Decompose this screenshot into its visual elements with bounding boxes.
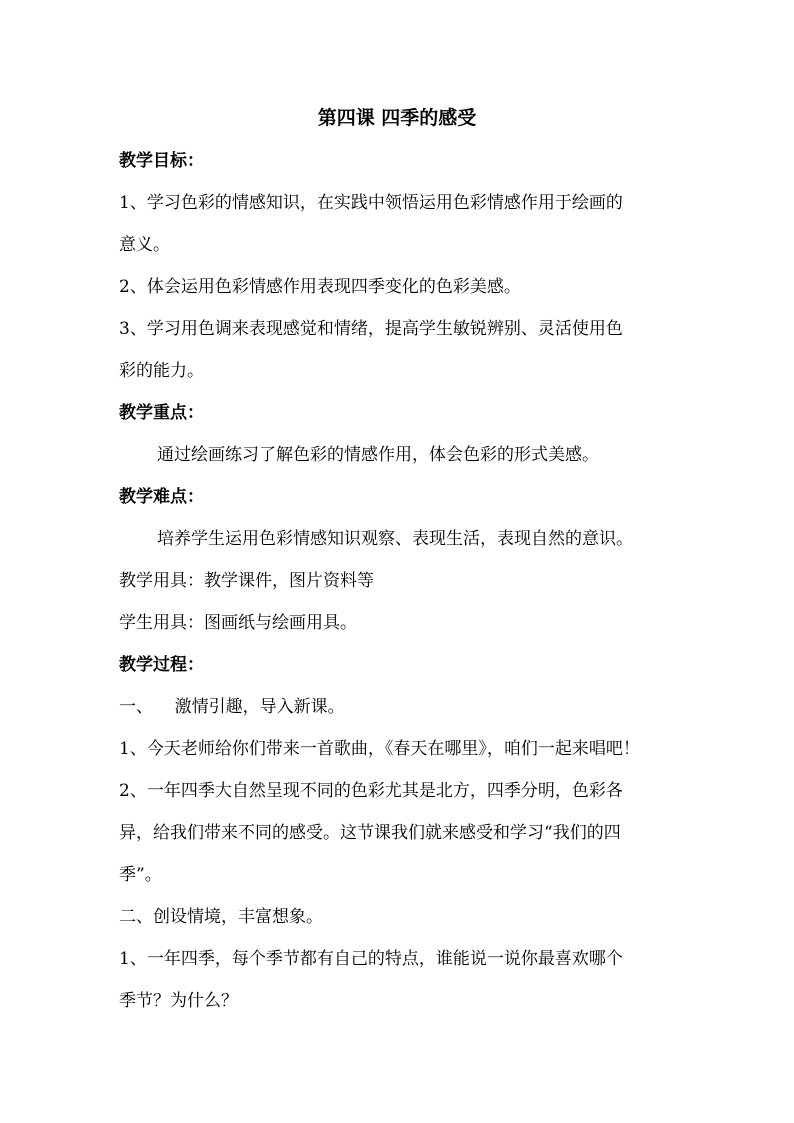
section-two-item-1-line-1: 1、一年四季，每个季节都有自己的特点，谁能说一说你最喜欢哪个 bbox=[119, 949, 623, 969]
lesson-title: 第四课 四季的感受 bbox=[317, 107, 477, 129]
heading-difficulties: 教学难点： bbox=[119, 487, 204, 507]
section-one-item-2-line-3: 季”。 bbox=[119, 865, 162, 885]
section-one-heading: 一、 激情引趣，导入新课。 bbox=[119, 697, 345, 717]
heading-key-points: 教学重点： bbox=[119, 403, 204, 423]
goal-2: 2、体会运用色彩情感作用表现四季变化的色彩美感。 bbox=[119, 277, 521, 297]
goal-3-line-2: 彩的能力。 bbox=[119, 361, 204, 381]
section-one-item-2-line-1: 2、一年四季大自然呈现不同的色彩尤其是北方，四季分明，色彩各 bbox=[119, 781, 623, 801]
section-two-item-1-line-2: 季节？为什么？ bbox=[119, 991, 238, 1011]
goal-1-line-2: 意义。 bbox=[119, 235, 170, 255]
goal-3-line-1: 3、学习用色调来表现感觉和情绪，提高学生敏锐辨别、灵活使用色 bbox=[119, 319, 623, 339]
section-one-item-2-line-2: 异，给我们带来不同的感受。这节课我们就来感受和学习“我们的四 bbox=[119, 823, 621, 843]
section-one-item-1: 1、今天老师给你们带来一首歌曲，《春天在哪里》，咱们一起来唱吧！ bbox=[119, 739, 640, 759]
key-points-text: 通过绘画练习了解色彩的情感作用，体会色彩的形式美感。 bbox=[157, 445, 599, 465]
difficulties-text: 培养学生运用色彩情感知识观察、表现生活，表现自然的意识。 bbox=[157, 529, 633, 549]
section-two-heading: 二、创设情境，丰富想象。 bbox=[119, 907, 323, 927]
goal-1-line-1: 1、学习色彩的情感知识，在实践中领悟运用色彩情感作用于绘画的 bbox=[119, 193, 623, 213]
heading-teaching-process: 教学过程： bbox=[119, 655, 204, 675]
heading-teaching-goals: 教学目标： bbox=[119, 151, 204, 171]
student-tools: 学生用具：图画纸与绘画用具。 bbox=[119, 613, 357, 633]
teaching-tools: 教学用具：教学课件，图片资料等 bbox=[119, 571, 374, 591]
